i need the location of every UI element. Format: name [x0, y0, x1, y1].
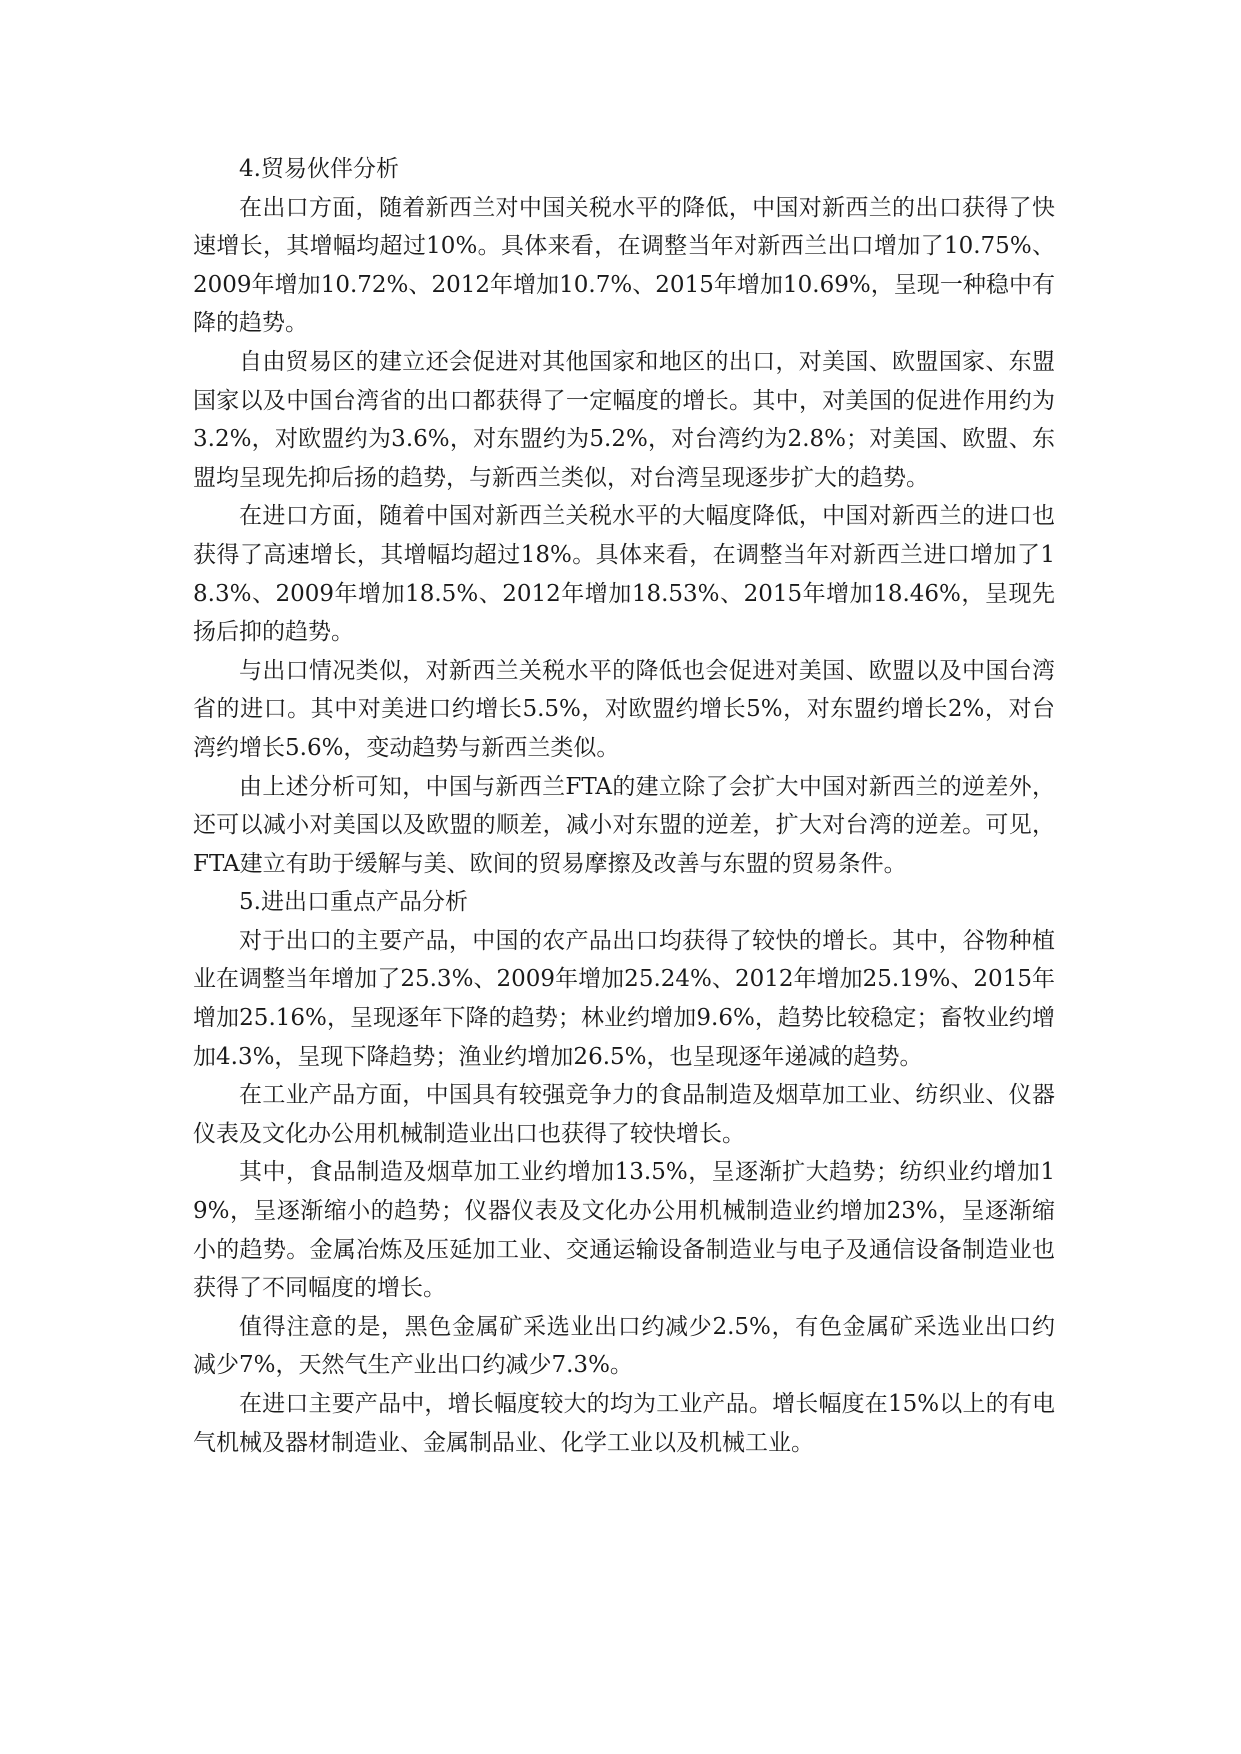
paragraph-agri-exports: 对于出口的主要产品，中国的农产品出口均获得了较快的增长。其中，谷物种植业在调整当年增加了25.3%、2009年增加25.24%、2012年增加25.19%、2015年增加25.16%，呈现逐年下降的趋势；林业约增加9.6%，趋势比较稳定；畜牧业约增加4.3%，呈现下降趋势；渔业约增加26.5%，也呈现逐年递减的趋势。	[193, 927, 1055, 1070]
paragraph-conclusion: 由上述分析可知，中国与新西兰FTA的建立除了会扩大中国对新西兰的逆差外，还可以减小对美国以及欧盟的顺差，减小对东盟的逆差，扩大对台湾的逆差。可见，FTA建立有助于缓解与美、欧间的贸易摩擦及改善与东盟的贸易条件。	[193, 773, 1055, 877]
paragraph-import-other-regions: 与出口情况类似，对新西兰关税水平的降低也会促进对美国、欧盟以及中国台湾省的进口。其中对美进口约增长5.5%，对欧盟约增长5%，对东盟约增长2%，对台湾约增长5.6%，变动趋势与新西兰类似。	[193, 657, 1055, 761]
paragraph-fta-other-regions: 自由贸易区的建立还会促进对其他国家和地区的出口，对美国、欧盟国家、东盟国家以及中国台湾省的出口都获得了一定幅度的增长。其中，对美国的促进作用约为3.2%，对欧盟约为3.6%，对东盟约为5.2%，对台湾约为2.8%；对美国、欧盟、东盟均呈现先抑后扬的趋势，与新西兰类似，对台湾呈现逐步扩大的趋势。	[193, 348, 1055, 491]
paragraph-export: 在出口方面，随着新西兰对中国关税水平的降低，中国对新西兰的出口获得了快速增长，其增幅均超过10%。具体来看，在调整当年对新西兰出口增加了10.75%、2009年增加10.72%、2012年增加10.7%、2015年增加10.69%，呈现一种稳中有降的趋势。	[193, 194, 1055, 337]
section-heading-key-products: 5.进出口重点产品分析	[239, 889, 468, 916]
paragraph-mining-decline: 值得注意的是，黑色金属矿采选业出口约减少2.5%，有色金属矿采选业出口约减少7%，天然气生产业出口约减少7.3%。	[193, 1313, 1055, 1379]
section-heading-trade-partners: 4.贸易伙伴分析	[239, 156, 399, 182]
paragraph-industrial-exports: 在工业产品方面，中国具有较强竞争力的食品制造及烟草加工业、纺织业、仪器仪表及文化办公用机械制造业出口也获得了较快增长。	[193, 1082, 1055, 1147]
paragraph-industrial-details: 其中，食品制造及烟草加工业约增加13.5%，呈逐渐扩大趋势；纺织业约增加19%，呈逐渐缩小的趋势；仪器仪表及文化办公用机械制造业约增加23%，呈逐渐缩小的趋势。金属冶炼及压延加工业、交通运输设备制造业与电子及通信设备制造业也获得了不同幅度的增长。	[193, 1159, 1055, 1302]
document-body	[193, 150, 1055, 1462]
paragraph-import: 在进口方面，随着中国对新西兰关税水平的大幅度降低，中国对新西兰的进口也获得了高速增长，其增幅均超过18%。具体来看，在调整当年对新西兰进口增加了18.3%、2009年增加18.5%、2012年增加18.53%、2015年增加18.46%，呈现先扬后抑的趋势。	[193, 503, 1055, 646]
paragraph-import-products: 在进口主要产品中，增长幅度较大的均为工业产品。增长幅度在15%以上的有电气机械及器材制造业、金属制品业、化学工业以及机械工业。	[193, 1391, 1055, 1456]
